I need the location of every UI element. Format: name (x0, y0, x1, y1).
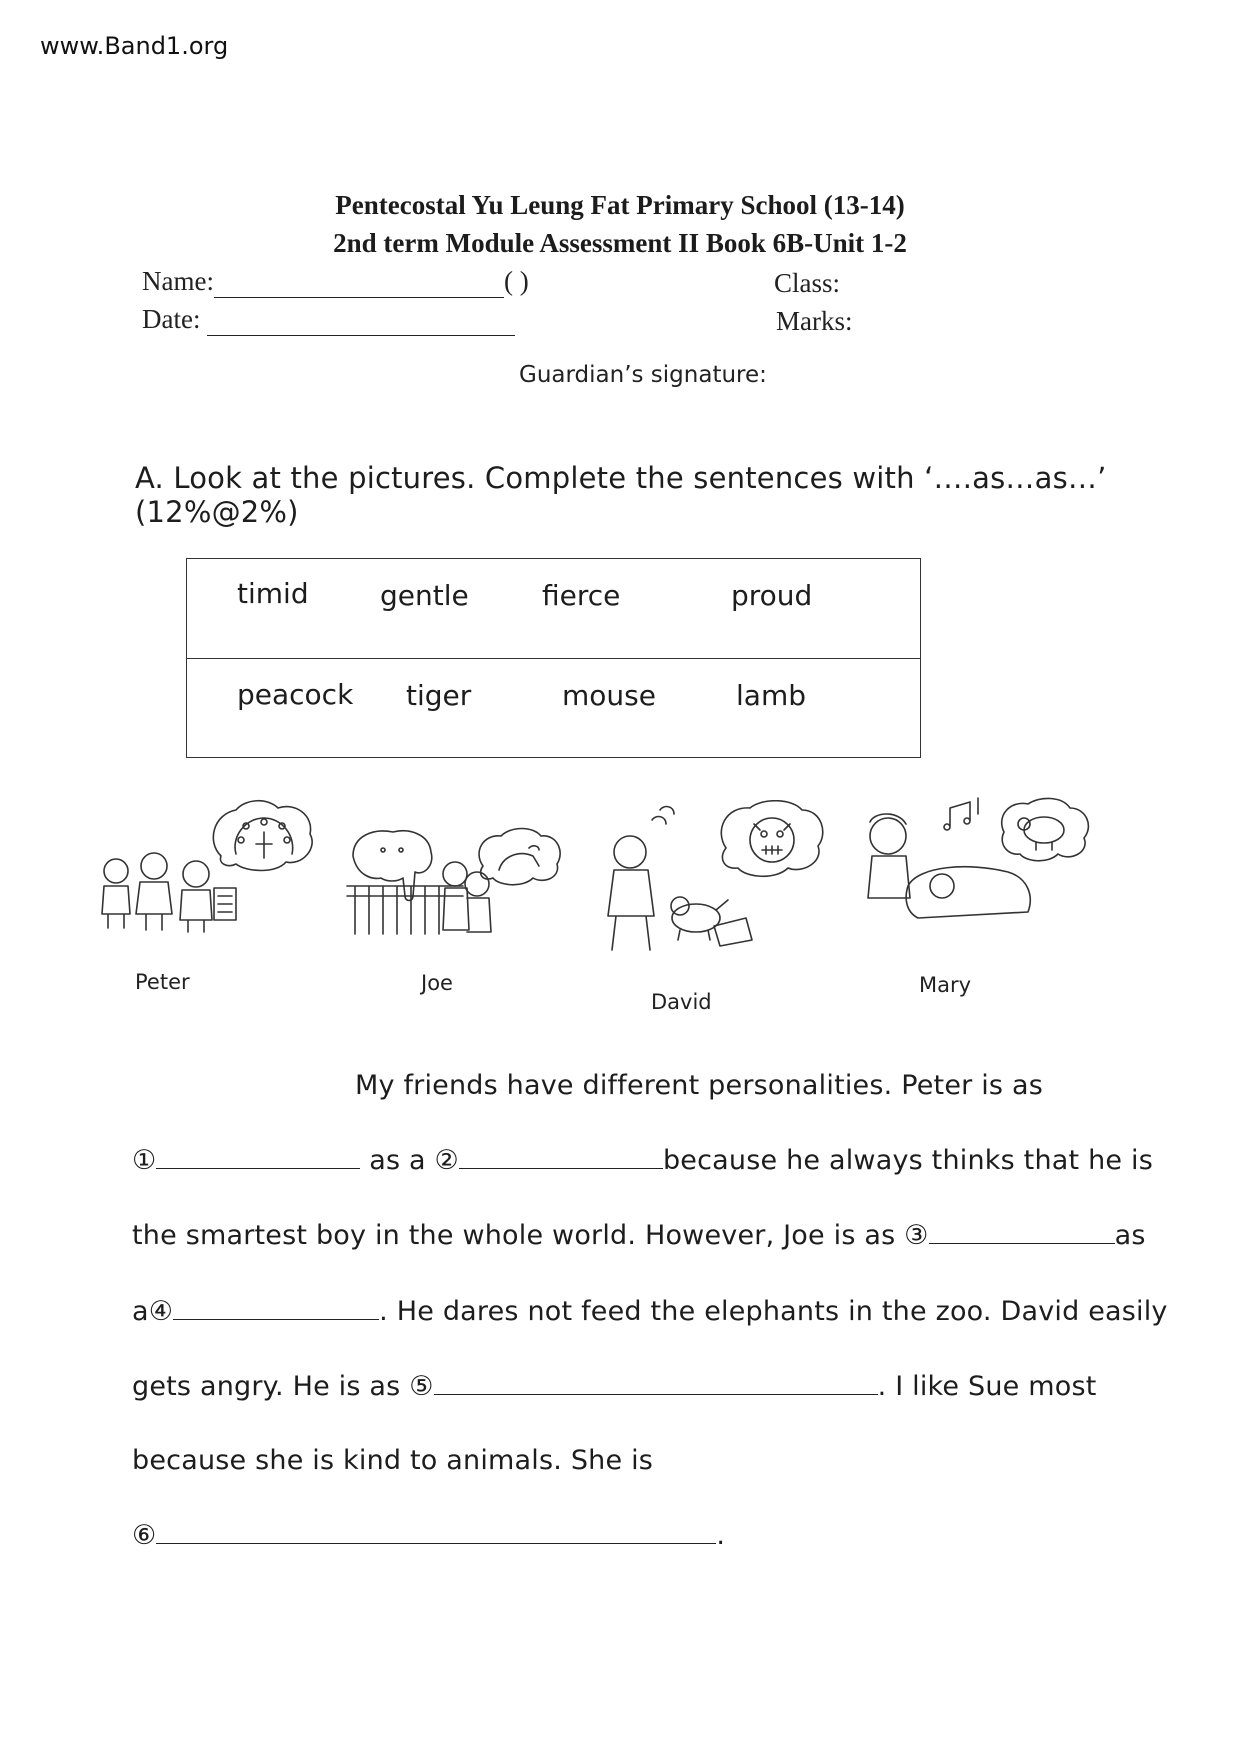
word-adjective: timid (237, 577, 309, 610)
passage-text: because he always thinks that he is (662, 1145, 1153, 1176)
mary-lamb-illustration (858, 796, 1093, 936)
music-notes-icon (944, 798, 978, 830)
class-number-paren: ( ) (503, 266, 529, 296)
elephant-icon (353, 831, 432, 901)
blank-5-input[interactable] (434, 1372, 878, 1395)
david-tiger-illustration (596, 800, 826, 960)
word-adjective: proud (731, 579, 813, 612)
caption-joe: Joe (421, 971, 453, 995)
passage-text: . (716, 1520, 726, 1551)
word-animal: peacock (237, 678, 354, 711)
passage-line-5 (132, 1371, 1097, 1402)
passage-line-3 (132, 1220, 1146, 1251)
passage-text: . He dares not feed the elephants in the zoo. David easily (379, 1296, 1168, 1327)
date-field[interactable] (207, 304, 515, 336)
word-animal: mouse (562, 679, 656, 712)
word-animal: lamb (736, 679, 806, 712)
caption-peter: Peter (135, 970, 190, 994)
puppy-icon (671, 897, 752, 946)
blank-3-input[interactable] (929, 1221, 1115, 1244)
caption-david: David (651, 990, 712, 1014)
word-bank (186, 558, 921, 758)
passage-text: a (132, 1296, 149, 1327)
blank-6-input[interactable] (156, 1521, 716, 1544)
passage-line-6: because she is kind to animals. She is (132, 1445, 654, 1476)
tiger-thought-bubble-icon (721, 801, 822, 877)
passage-text: gets angry. He is as (132, 1371, 401, 1402)
date-label: Date: (142, 304, 201, 334)
blank-marker: ② (434, 1145, 459, 1176)
passage-text: . I like Sue most (877, 1371, 1097, 1402)
blank-marker: ⑥ (132, 1520, 157, 1551)
marks-label: Marks: (776, 306, 853, 336)
boy-joe-icon (443, 862, 491, 932)
school-title: Pentecostal Yu Leung Fat Primary School (13-14) (335, 190, 905, 220)
date-row (142, 304, 515, 336)
passage-text: the smartest boy in the whole world. However, Joe is as (132, 1220, 896, 1251)
word-adjective: gentle (380, 579, 469, 612)
children-group-icon (102, 853, 236, 932)
girl-mary-icon (868, 814, 910, 898)
word-bank-divider (187, 658, 920, 659)
word-adjective: fierce (542, 579, 621, 612)
passage-text: as (1114, 1220, 1146, 1251)
baby-in-bed-icon (906, 867, 1030, 918)
passage-line-4 (132, 1296, 1168, 1327)
blank-marker: ⑤ (409, 1371, 434, 1402)
blank-1-input[interactable] (156, 1146, 360, 1169)
section-a-instruction: A. Look at the pictures. Complete the sentences with ‘….as…as…’ (12%@2%) (135, 461, 1107, 529)
class-label: Class: (774, 268, 841, 298)
passage-line-7 (132, 1520, 725, 1551)
passage-text: as a (369, 1145, 426, 1176)
joe-elephant-illustration (343, 826, 568, 938)
peter-peacock-illustration (96, 796, 321, 936)
name-row (142, 266, 529, 298)
blank-marker: ③ (904, 1220, 929, 1251)
passage-line-1: My friends have different personalities. Peter is as (355, 1070, 1043, 1101)
site-url[interactable]: www.Band1.org (40, 32, 229, 60)
name-label: Name: (142, 266, 214, 296)
passage-line-2 (132, 1145, 1153, 1176)
name-field[interactable] (214, 266, 504, 298)
word-animal: tiger (406, 679, 472, 712)
blank-4-input[interactable] (173, 1297, 379, 1320)
lamb-thought-bubble-icon (1002, 798, 1089, 860)
blank-marker: ④ (148, 1296, 174, 1327)
assessment-title: 2nd term Module Assessment II Book 6B-Unit 1-2 (333, 228, 907, 258)
mouse-thought-bubble-icon (479, 829, 560, 885)
peacock-thought-bubble-icon (213, 801, 312, 871)
angry-boy-david-icon (608, 807, 674, 950)
blank-2-input[interactable] (459, 1146, 663, 1169)
guardian-signature-label: Guardian’s signature: (519, 362, 767, 388)
caption-mary: Mary (919, 973, 972, 997)
blank-marker: ① (132, 1145, 157, 1176)
